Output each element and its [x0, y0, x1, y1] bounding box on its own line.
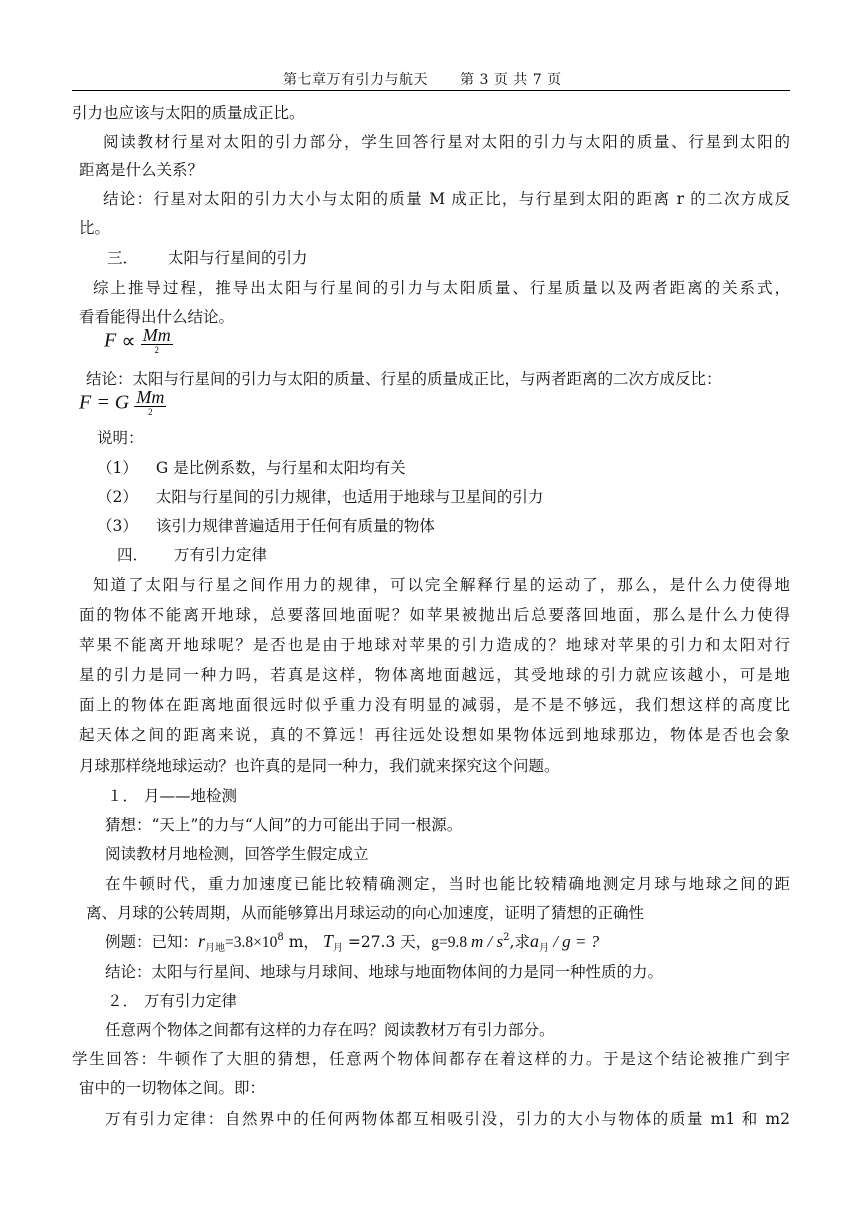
section-title: 万有引力定律	[174, 546, 268, 564]
r-exponent: 8	[277, 932, 284, 943]
text-line: 综上推导过程，推导出太阳与行星间的引力与太阳质量、行星质量以及两者距离的关系式，	[93, 279, 790, 297]
text-line: 结论：行星对太阳的引力大小与太阳的质量 M 成正比，与行星到太阳的距离 r 的二次方成反	[103, 190, 790, 208]
equals-g: = G	[96, 391, 130, 414]
fraction-numerator: Mm	[136, 387, 165, 407]
list-number: （1）	[97, 459, 138, 477]
text-line: 看看能得出什么结论。	[79, 308, 235, 326]
text-line: 引力也应该与太阳的质量成正比。	[72, 104, 305, 122]
text-line: 面上的物体在距离地面很远时似乎重力没有明显的减弱，是不是不够远，我们想这样的高度比	[79, 696, 790, 714]
ask-text: ,求	[509, 933, 530, 951]
r-value: =3.8×10	[225, 934, 278, 951]
list-item	[97, 458, 406, 478]
g-unit-exponent: 2	[503, 932, 510, 943]
formula-gravitation	[79, 388, 166, 418]
text-line: 任意两个物体之间都有这样的力存在吗？阅读教材万有引力部分。	[105, 1021, 555, 1039]
subsection-heading-2	[107, 991, 237, 1011]
text-line: 离、月球的公转周期，从而能够算出月球运动的向心加速度，证明了猜想的正确性	[86, 904, 645, 922]
subsection-number: ２．	[107, 992, 139, 1010]
g-unit: m / s	[471, 932, 504, 951]
list-number: （3）	[97, 517, 138, 535]
section-heading-4	[117, 545, 267, 565]
subsection-number: １．	[107, 787, 139, 805]
text-line: 苹果不能离开地球呢？是否也是由于地球对苹果的引力造成的？地球对苹果的引力和太阳对行	[79, 636, 790, 654]
ratio-tail: / g = ?	[548, 932, 600, 951]
a-subscript: 月	[538, 943, 549, 954]
subsection-title: 万有引力定律	[144, 992, 238, 1010]
text-line: 结论：太阳与行星间的引力与太阳的质量、行星的质量成正比，与两者距离的二次方成反比：	[86, 370, 722, 388]
text-line: 星的引力是同一种力吗，若真是这样，物体离地面越远，其受地球的引力就应该越小，可是地	[79, 666, 790, 684]
page-mid: 页 共	[493, 72, 528, 88]
list-item	[97, 487, 543, 507]
header-rule	[72, 90, 790, 91]
text-line: 宙中的一切物体之间。即：	[79, 1079, 266, 1097]
subsection-title: 月——地检测	[144, 787, 238, 805]
subsection-heading-1	[107, 786, 237, 806]
text-line: 结论：太阳与行星间、地球与月球间、地球与地面物体间的力是同一种性质的力。	[105, 963, 664, 981]
list-number: （2）	[97, 488, 138, 506]
section-number: 三．	[107, 249, 139, 267]
force-symbol: F	[79, 391, 92, 414]
t-value: =27.3 天，	[342, 933, 432, 951]
chapter-title: 第七章万有引力与航天	[283, 72, 428, 88]
example-label: 例题：已知：	[105, 933, 199, 951]
list-text: G 是比例系数，与行星和太阳均有关	[155, 459, 406, 477]
page-total: 7	[532, 72, 543, 88]
text-line: 学生回答：牛顿作了大胆的猜想，任意两个物体间都存在着这样的力。于是这个结论被推广到宇	[72, 1050, 790, 1068]
text-line: 猜想：“天上”的力与“人间”的力可能出于同一根源。	[105, 816, 463, 834]
list-text: 太阳与行星间的引力规律，也适用于地球与卫星间的引力	[155, 488, 544, 506]
page-header	[283, 69, 562, 89]
page-number: 3	[479, 72, 489, 88]
a-symbol: a	[529, 931, 539, 951]
text-line: 月球那样绕地球运动？也许真的是同一种力，我们就来探究这个问题。	[79, 757, 560, 775]
list-item	[97, 516, 435, 536]
fraction-denominator: 2	[154, 345, 159, 355]
r-subscript: 月地	[205, 943, 226, 954]
text-line: 阅读教材月地检测，回答学生假定成立	[105, 845, 369, 863]
page-suffix: 页	[547, 72, 562, 88]
section-heading-3	[107, 248, 308, 268]
text-line: 在牛顿时代，重力加速度已能比较精确测定，当时也能比较精确地测定月球与地球之间的距	[105, 875, 790, 893]
t-symbol: T	[322, 931, 333, 951]
list-text: 该引力规律普遍适用于任何有质量的物体	[155, 517, 435, 535]
text-line: 阅读教材行星对太阳的引力部分，学生回答行星对太阳的引力与太阳的质量、行星到太阳的	[103, 133, 790, 151]
fraction	[134, 388, 166, 418]
proportional-symbol: ∝	[121, 330, 136, 353]
text-line: 知道了太阳与行星之间作用力的规律，可以完全解释行星的运动了，那么，是什么力使得地	[93, 576, 790, 594]
text-line: 比。	[79, 219, 111, 237]
text-line: 万有引力定律：自然界中的任何两物体都互相吸引没，引力的大小与物体的质量 m1 和 m2	[105, 1110, 790, 1128]
text-line: 起天体之间的距离来说，真的不算远！再往远处设想如果物体远到地球那边，物体是否也会象	[79, 726, 790, 744]
r-symbol: r	[198, 931, 206, 951]
section-title: 太阳与行星间的引力	[168, 249, 308, 267]
text-line: 说明：	[97, 429, 144, 447]
example-line	[105, 931, 599, 953]
formula-proportional	[104, 326, 173, 356]
g-value: g=9.8	[431, 934, 472, 951]
r-unit: m，	[283, 933, 319, 951]
t-subscript: 月	[332, 943, 343, 954]
fraction	[141, 326, 173, 356]
text-line: 面的物体不能离开地球，总要落回地面呢？如苹果被抛出后总要落回地面，那么是什么力使得	[79, 606, 790, 624]
fraction-numerator: Mm	[142, 325, 171, 345]
force-symbol: F	[104, 329, 117, 352]
page-prefix: 第	[460, 72, 475, 88]
section-number: 四．	[117, 546, 149, 564]
fraction-denominator: 2	[148, 407, 153, 417]
text-line: 距离是什么关系？	[79, 161, 204, 179]
